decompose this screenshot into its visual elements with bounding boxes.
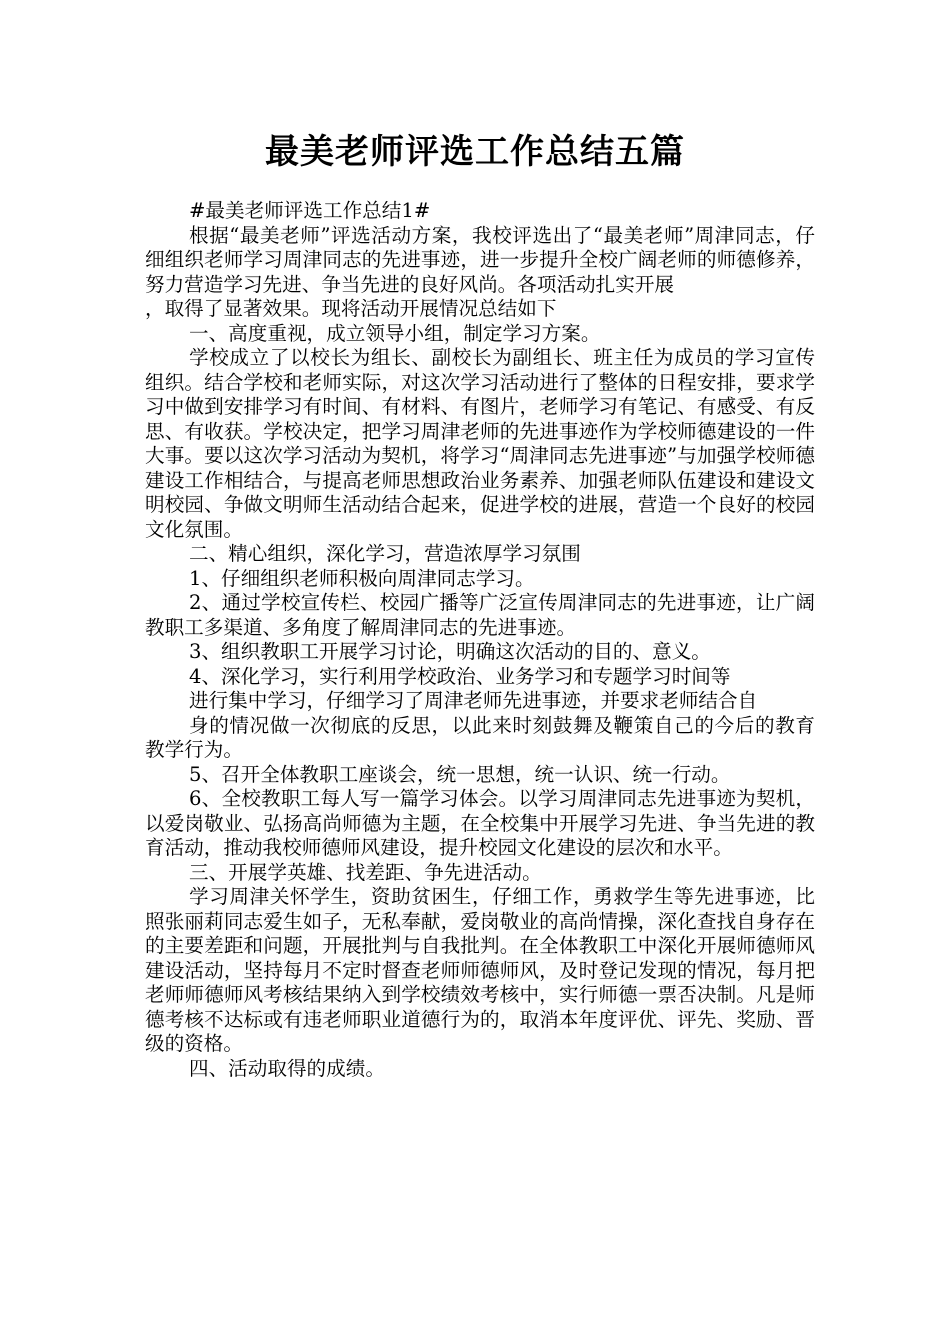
list-item: 5、召开全体教职工座谈会，统一思想，统一认识、统一行动。 — [189, 762, 731, 786]
list-item: 1、仔细组织老师积极向周津同志学习。 — [189, 566, 535, 590]
section-heading: #最美老师评选工作总结1# — [189, 199, 431, 222]
paragraph: 身的情况做一次彻底的反思，以此来时刻鼓舞及鞭策自己的今后的教育教学行为。 — [145, 713, 815, 761]
paragraph: 学校成立了以校长为组长、副校长为副组长、班主任为成员的学习宣传组织。结合学校和老师实际，对这次学习活动进行了整体的日程安排，要求学习中做到安排学习有时间、有材料、有图片，老师学习有笔记、有感受、有反思、有收获。学校决定，把学习周津老师的先进事迹作为学校师德建设的一件大事。要以这次学习活动为契机，将学习“周津同志先进事迹”与加强学校师德建设工作相结合，与提高老师思想政治业务素养、加强老师队伍建设和建设文明校园、争做文明师生活动结合起来，促进学校的进展，营造一个良好的校园文化氛围。 — [145, 346, 815, 541]
paragraph: ，取得了显著效果。现将活动开展情况总结如下 — [145, 297, 557, 320]
section-heading: 一、高度重视，成立领导小组，制定学习方案。 — [189, 321, 601, 345]
section-heading: 二、精心组织，深化学习，营造浓厚学习氛围 — [189, 542, 581, 565]
list-item: 2、通过学校宣传栏、校园广播等广泛宣传周津同志的先进事迹，让广阔教职工多渠道、多角度了解周津同志的先进事迹。 — [145, 591, 815, 639]
page-title: 最美老师评选工作总结五篇 — [265, 132, 685, 172]
list-item: 4、深化学习，实行利用学校政治、业务学习和专题学习时间等 — [189, 664, 731, 688]
section-heading: 四、活动取得的成绩。 — [189, 1056, 385, 1080]
document-page — [145, 0, 815, 1344]
list-item: 6、全校教职工每人写一篇学习体会。以学习周津同志先进事迹为契机，以爱岗敬业、弘扬高尚师德为主题，在全校集中开展学习先进、争当先进的教育活动，推动我校师德师风建设，提升校园文化建设的层次和水平。 — [145, 787, 815, 859]
list-item: 3、组织教职工开展学习讨论，明确这次活动的目的、意义。 — [189, 640, 711, 663]
paragraph: 根据“最美老师”评选活动方案，我校评选出了“最美老师”周津同志，仔细组织老师学习周津同志的先进事迹，进一步提升全校广阔老师的师德修养，努力营造学习先进、争当先进的良好风尚。各项活动扎实开展 — [145, 223, 815, 296]
document-body — [145, 199, 815, 1081]
paragraph: 进行集中学习，仔细学习了周津老师先进事迹，并要求老师结合自 — [189, 689, 758, 712]
paragraph: 学习周津关怀学生，资助贫困生，仔细工作，勇救学生等先进事迹，比照张丽莉同志爱生如子，无私奉献，爱岗敬业的高尚情操，深化查找自身存在的主要差距和问题，开展批判与自我批判。在全体教职工中深化开展师德师风建设活动，坚持每月不定时督查老师师德师风，及时登记发现的情况，每月把老师师德师风考核结果纳入到学校绩效考核中，实行师德一票否决制。凡是师德考核不达标或有违老师职业道德行为的，取消本年度评优、评先、奖励、晋级的资格。 — [145, 885, 815, 1055]
section-heading: 三、开展学英雄、找差距、争先进活动。 — [189, 860, 542, 884]
